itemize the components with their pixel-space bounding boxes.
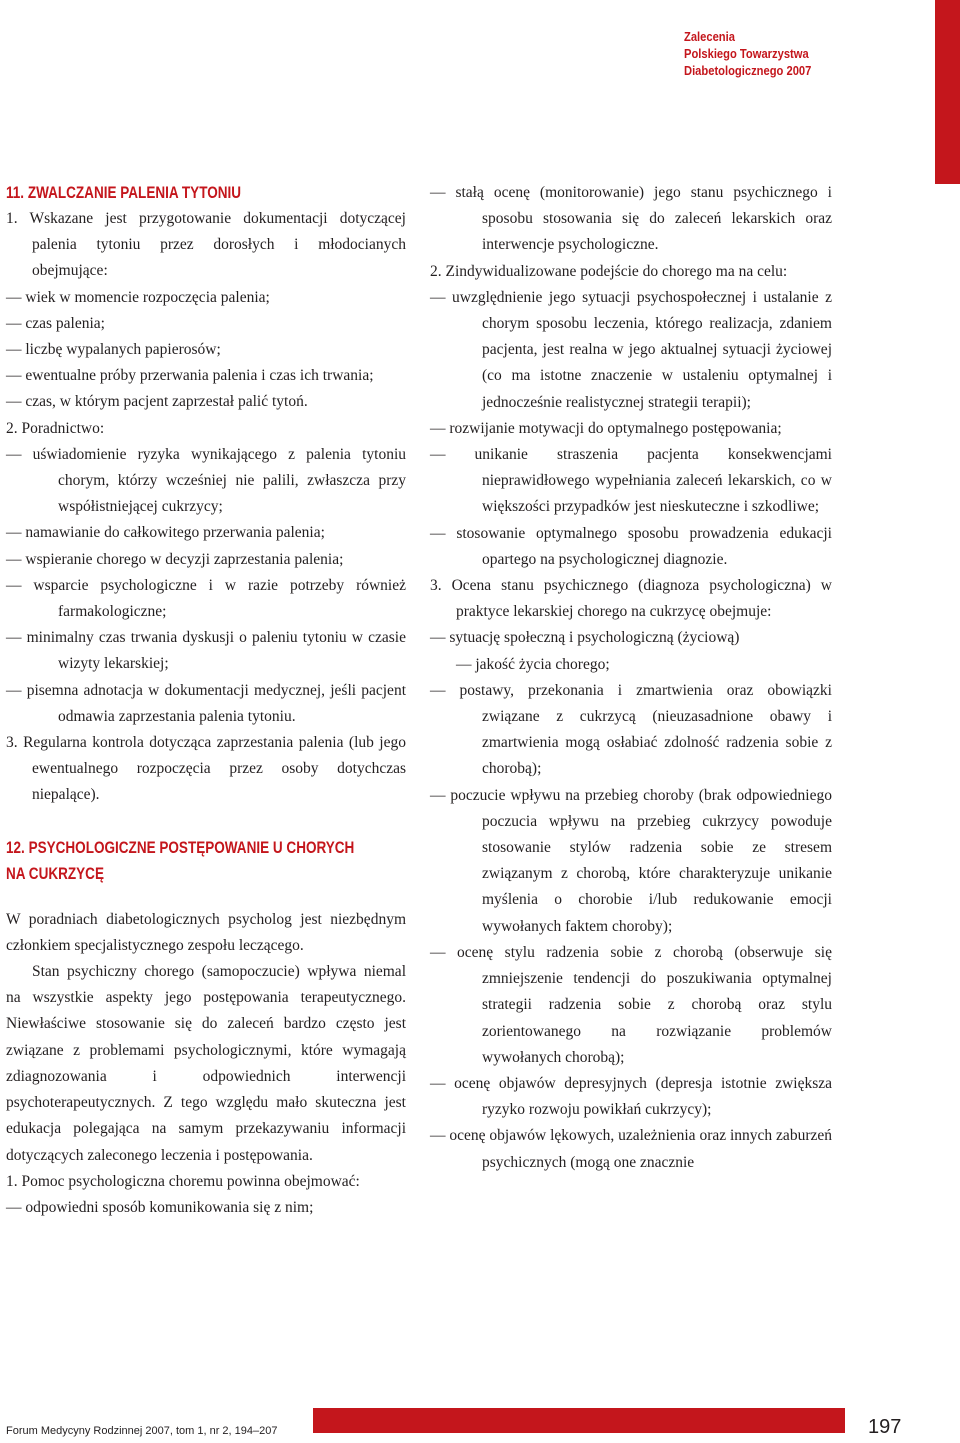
list-item: — namawianie do całkowitego przerwania palenia; bbox=[6, 524, 325, 542]
list-item: — ewentualne próby przerwania palenia i czas ich trwania; bbox=[6, 367, 374, 385]
list-item: 2. Poradnictwo: bbox=[6, 419, 105, 437]
list-item: 1. Wskazane jest przygotowanie dokumentacji dotyczącej palenia tytoniu przez dorosłych i młodocianych obejmujące: bbox=[6, 210, 406, 280]
list-item: — wspieranie chorego w decyzji zaprzestania palenia; bbox=[6, 550, 344, 568]
list-item: 3. Regularna kontrola dotycząca zaprzestania palenia (lub jego ewentualnego rozpoczęcia przez osoby dotychczas niepalące). bbox=[6, 734, 406, 804]
list-item: — czas palenia; bbox=[6, 314, 105, 332]
list-item: — rozwijanie motywacji do optymalnego postępowania; bbox=[430, 419, 782, 437]
list-item: — ocenę objawów depresyjnych (depresja istotnie zwiększa ryzyko rozwoju powikłań cukrzycy); bbox=[430, 1074, 832, 1119]
footer-red-bar bbox=[313, 1408, 845, 1433]
list-item: — odpowiedni sposób komunikowania się z nim; bbox=[6, 1198, 314, 1216]
list-item: — poczucie wpływu na przebieg choroby (brak odpowiedniego poczucia wpływu na przebieg cukrzycy powoduje stosowanie stylów radzenia sobie ze stresem związanym z chorobą, które charakteryzuje unikanie myślenia o chorobie i/lub redukowanie emocji wywołanych faktem choroby); bbox=[430, 786, 832, 935]
section-12-intro: W poradniach diabetologicznych psycholog jest niezbędnym członkiem specjalistycznego zespołu leczącego. bbox=[6, 910, 406, 954]
list-item: 2. Zindywidualizowane podejście do chorego ma na celu: bbox=[430, 262, 788, 280]
section-12-title-line: NA CUKRZYCĘ bbox=[6, 864, 104, 883]
list-item: — pisemna adnotacja w dokumentacji medycznej, jeśli pacjent odmawia zaprzestania palenia tytoniu. bbox=[6, 681, 406, 725]
header-title bbox=[684, 28, 856, 79]
list-item: 3. Ocena stanu psychicznego (diagnoza psychologiczna) w praktyce lekarskiej chorego na cukrzycę obejmuje: bbox=[430, 577, 832, 621]
section-12-title-line: 12. PSYCHOLOGICZNE POSTĘPOWANIE U CHORYCH bbox=[6, 838, 355, 857]
list-item: — uświadomienie ryzyka wynikającego z palenia tytoniu chorym, którzy wcześniej nie palili, zwłaszcza przy współistniejącej cukrzycy; bbox=[6, 445, 406, 516]
list-item: — sytuację społeczną i psychologiczną (życiową) bbox=[430, 629, 740, 647]
header-title-line: Zalecenia bbox=[684, 29, 735, 44]
list-item: — stosowanie optymalnego sposobu prowadzenia edukacji opartego na psychologicznej diagnozie. bbox=[430, 524, 832, 568]
list-item: — jakość życia chorego; bbox=[456, 655, 610, 673]
list-item: — wiek w momencie rozpoczęcia palenia; bbox=[6, 288, 270, 306]
right-column bbox=[430, 180, 832, 1176]
list-item: — unikanie straszenia pacjenta konsekwencjami nieprawidłowego wypełniania zaleceń lekarskich, co w większości przypadków jest nieskuteczne i szkodliwe; bbox=[430, 446, 832, 516]
header-title-line: Polskiego Towarzystwa bbox=[684, 46, 809, 61]
footer-citation: Forum Medycyny Rodzinnej 2007, tom 1, nr 2, 194–207 bbox=[6, 1425, 278, 1437]
list-item: — postawy, przekonania i zmartwienia oraz obowiązki związane z cukrzycą (nieuzasadnione obawy i zmartwienia mogą osłabiać zdolność radzenia sobie z chorobą); bbox=[430, 681, 832, 778]
list-item: — liczbę wypalanych papierosów; bbox=[6, 341, 221, 359]
list-item: 1. Pomoc psychologiczna choremu powinna obejmować: bbox=[6, 1172, 360, 1190]
list-item: — ocenę stylu radzenia sobie z chorobą (obserwuje się zmniejszenie tendencji do poszukiwania optymalnej strategii radzenia sobie z chorobą oraz stylu zorientowanego na rozwiązanie problemów wywołanych chorobą); bbox=[430, 943, 832, 1066]
list-item: — stałą ocenę (monitorowanie) jego stanu psychicznego i sposobu stosowania się do zaleceń lekarskich oraz interwencje psychologiczne. bbox=[430, 184, 832, 254]
header-title-line: Diabetologicznego 2007 bbox=[684, 63, 812, 78]
section-11-title: 11. ZWALCZANIE PALENIA TYTONIU bbox=[6, 184, 242, 202]
list-item: — wsparcie psychologiczne i w razie potrzeby również farmakologiczne; bbox=[6, 576, 406, 621]
list-item: — ocenę objawów lękowych, uzależnienia oraz innych zaburzeń psychicznych (mogą one znacznie bbox=[430, 1127, 832, 1171]
list-item: — minimalny czas trwania dyskusji o paleniu tytoniu w czasie wizyty lekarskiej; bbox=[6, 629, 406, 673]
left-column bbox=[6, 180, 406, 1221]
list-item: — czas, w którym pacjent zaprzestał palić tytoń. bbox=[6, 393, 308, 411]
red-corner-tab bbox=[935, 0, 960, 184]
list-item: — uwzględnienie jego sytuacji psychospołecznej i ustalanie z chorym sposobu leczenia, którego realizacja, zdaniem pacjenta, jest realna w jego aktualnej sytuacji życiowej (co ma istotne znaczenie w ustaleniu optymalnej i jednocześnie realistycznej strategii terapii); bbox=[430, 288, 832, 411]
section-12-title bbox=[6, 835, 355, 887]
section-12-paragraph: Stan psychiczny chorego (samopoczucie) wpływa niemal na wszystkie aspekty jego postępowania terapeutycznego. Niewłaściwe stosowanie się do zaleceń bardzo często jest związane z problemami psychologicznymi, które wymagają zdiagnozowania i odpowiednich interwencji psychoterapeutycznych. Z tego względu mało skuteczna jest edukacja polegająca na samym przekazywaniu informacji dotyczących zaleconego leczenia i postępowania. bbox=[6, 963, 406, 1164]
page-number: 197 bbox=[868, 1416, 902, 1438]
